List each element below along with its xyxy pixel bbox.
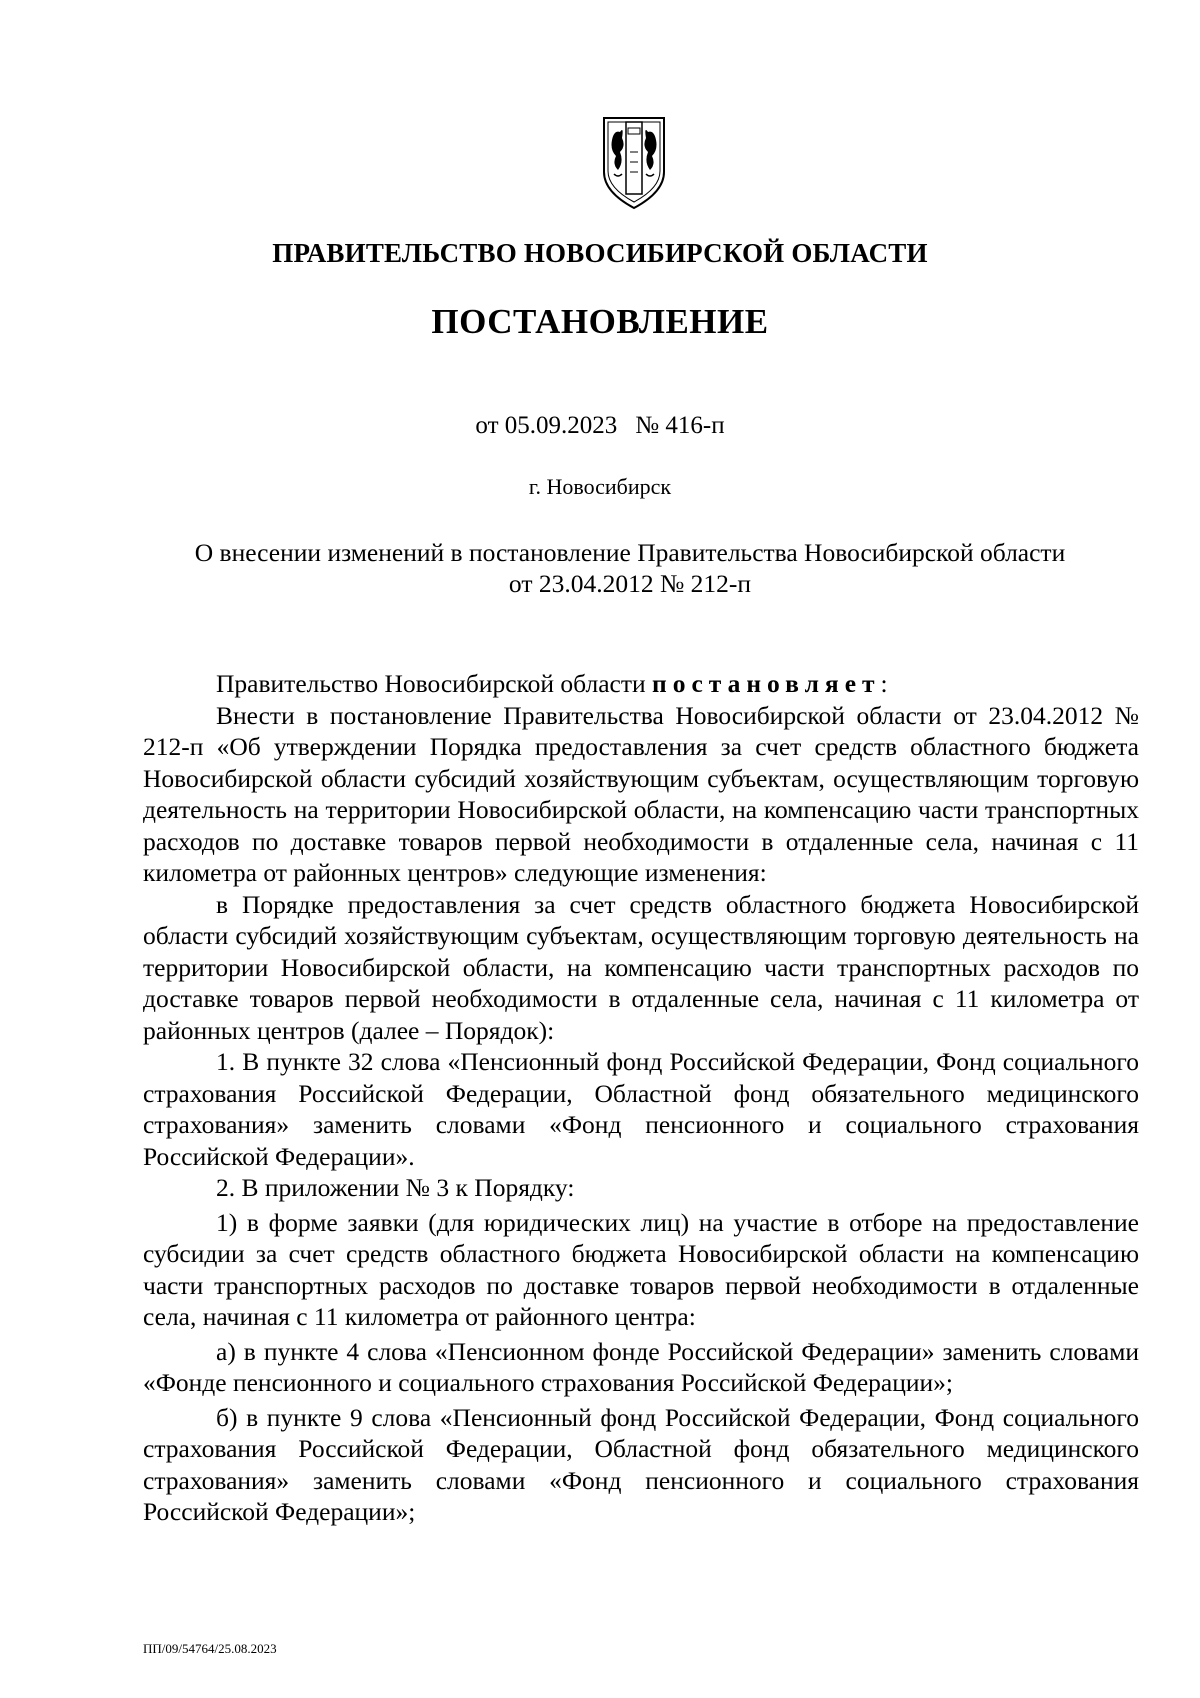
subject-line-2: от 23.04.2012 № 212-п <box>508 569 752 598</box>
coat-of-arms-icon <box>600 112 668 212</box>
preamble-end: : <box>880 669 888 698</box>
document-city: г. Новосибирск <box>528 474 672 499</box>
date-number-line <box>0 412 1200 440</box>
paragraph-item-2: 2. В приложении № 3 к Порядку: <box>216 1173 575 1202</box>
document-subject <box>130 537 1130 599</box>
document-body <box>143 668 1139 1528</box>
document-number: № 416-п <box>635 412 725 439</box>
preamble-lead: Правительство Новосибирской области <box>216 669 646 698</box>
preamble <box>143 668 1139 700</box>
footer-code: ПП/09/54764/25.08.2023 <box>143 1641 277 1656</box>
document-date: от 05.09.2023 <box>475 412 618 439</box>
paragraph-subitem-1: 1) в форме заявки (для юридических лиц) на участие в отборе на предоставление субсидии за счет средств областного бюджета Новосибирской области на компенсацию части транспортных расходов по доставке товаров первой необходимости в отдаленные села, начиная с 11 километра от районного центра: <box>143 1207 1139 1331</box>
organization-title: ПРАВИТЕЛЬСТВО НОВОСИБИРСКОЙ ОБЛАСТИ <box>272 238 928 268</box>
paragraph-subitem-b: б) в пункте 9 слова «Пенсионный фонд Российской Федерации, Фонд социального страхования Российской Федерации, Областной фонд обязательного медицинского страхования» заменить словами «Фонд пенсионного и социального страхования Российской Федерации»; <box>143 1402 1139 1526</box>
paragraph-amend: Внести в постановление Правительства Новосибирской области от 23.04.2012 № 212-п «Об утверждении Порядка предоставления за счет средств областного бюджета Новосибирской области субсидий хозяйствующим субъектам, осуществляющим торговую деятельность на территории Новосибирской области, на компенсацию части транспортных расходов по доставке товаров первой необходимости в отдаленные села, начиная с 11 километра от районных центров» следующие изменения: <box>143 700 1139 887</box>
subject-line-1: О внесении изменений в постановление Правительства Новосибирской области <box>194 538 1066 567</box>
paragraph-order: в Порядке предоставления за счет средств областного бюджета Новосибирской области субсидий хозяйствующим субъектам, осуществляющим торговую деятельность на территории Новосибирской области, на компенсацию части транспортных расходов по доставке товаров первой необходимости в отдаленные села, начиная с 11 километра от районных центров (далее – Порядок): <box>143 889 1139 1045</box>
paragraph-item-1: 1. В пункте 32 слова «Пенсионный фонд Российской Федерации, Фонд социального страхования Российской Федерации, Областной фонд обязательного медицинского страхования» заменить словами «Фонд пенсионного и социального страхования Российской Федерации». <box>143 1047 1139 1171</box>
document-type-title: ПОСТАНОВЛЕНИЕ <box>431 302 769 341</box>
preamble-verb: постановляет <box>652 669 881 698</box>
paragraph-subitem-a: а) в пункте 4 слова «Пенсионном фонде Российской Федерации» заменить словами «Фонде пенсионного и социального страхования Российской Федерации»; <box>143 1336 1139 1397</box>
